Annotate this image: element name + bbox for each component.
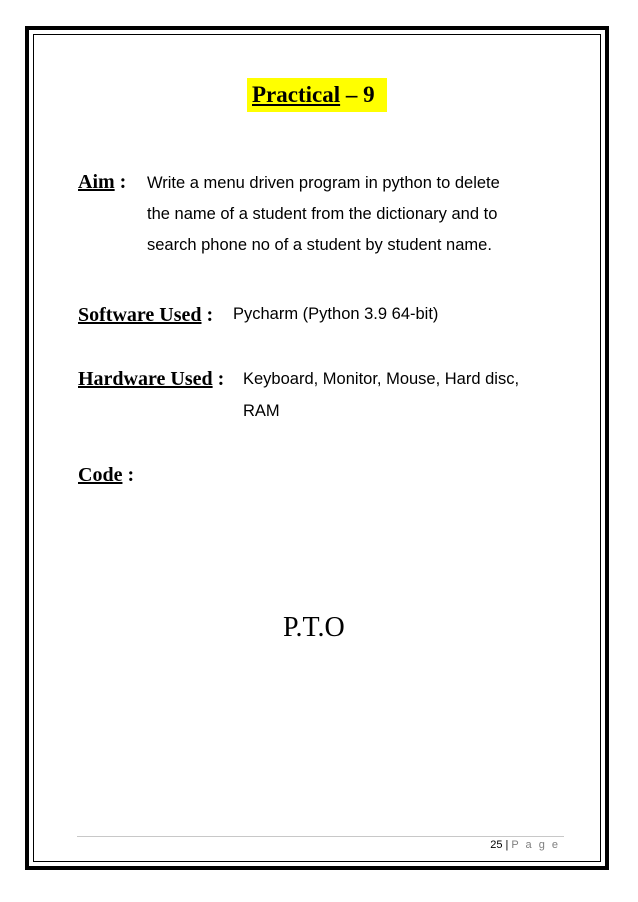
software-label (78, 304, 213, 327)
aim-colon: : (114, 171, 127, 193)
title-suffix: – 9 (340, 82, 375, 107)
aim-line-2: the name of a student from the dictionary and to (147, 205, 498, 223)
code-label-text: Code (78, 464, 123, 486)
hardware-label-text: Hardware Used (78, 368, 213, 390)
aim-label-text: Aim (78, 171, 115, 193)
aim-line-1: Write a menu driven program in python to delete (147, 174, 500, 192)
footer-divider (77, 836, 564, 837)
software-value: Pycharm (Python 3.9 64-bit) (233, 305, 439, 323)
hardware-colon: : (212, 368, 225, 390)
code-label (78, 464, 134, 487)
footer-separator: | (505, 839, 509, 851)
page-word: P a g e (511, 839, 560, 851)
software-label-text: Software Used (78, 304, 202, 326)
hardware-label (78, 368, 224, 391)
page-border-inner (33, 34, 601, 862)
title-main: Practical (252, 82, 341, 107)
page-number: 25 (490, 839, 503, 851)
page-footer (490, 839, 560, 851)
software-colon: : (201, 304, 214, 326)
pto-text: P.T.O (283, 612, 345, 643)
page-title (247, 78, 387, 112)
aim-line-3: search phone no of a student by student name. (147, 236, 492, 254)
aim-label (78, 171, 126, 194)
hardware-line-1: Keyboard, Monitor, Mouse, Hard disc, (243, 370, 520, 388)
hardware-line-2: RAM (243, 402, 280, 420)
code-colon: : (122, 464, 135, 486)
